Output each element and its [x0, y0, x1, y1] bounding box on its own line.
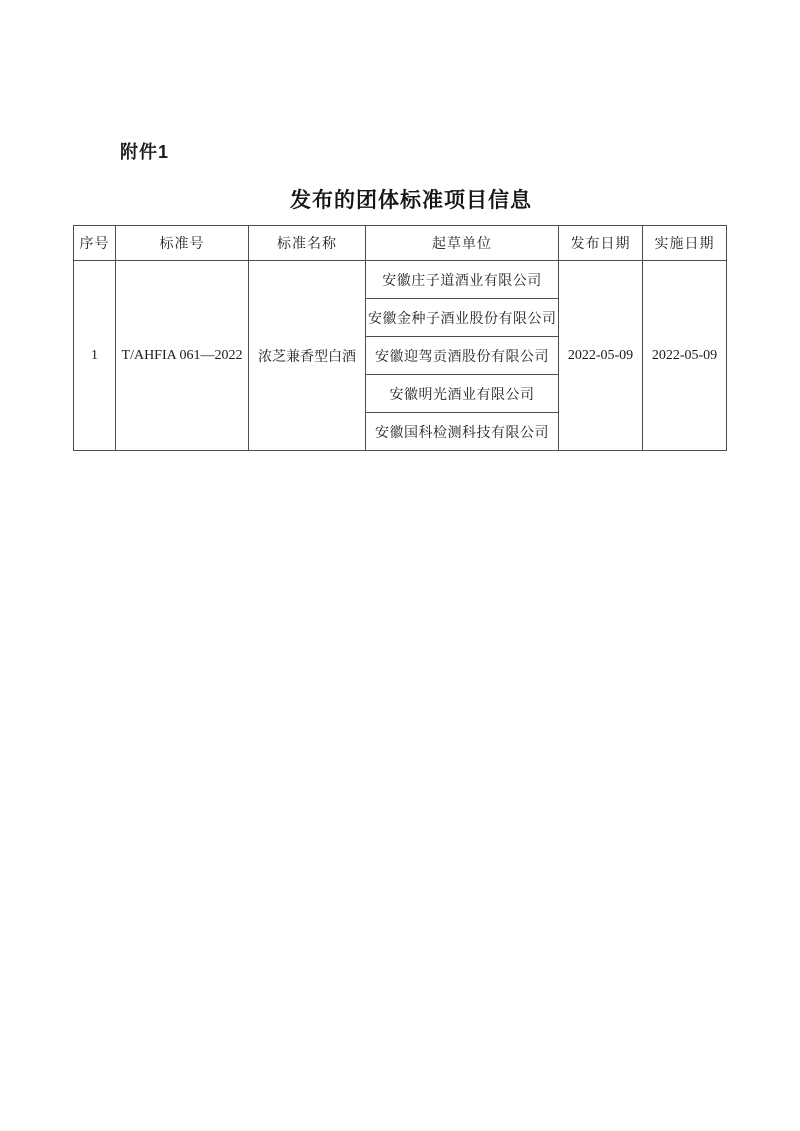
- cell-standard-name: 浓芝兼香型白酒: [249, 261, 366, 451]
- cell-drafting-unit: 安徽金种子酒业股份有限公司: [366, 299, 559, 337]
- cell-drafting-unit: 安徽国科检测科技有限公司: [366, 413, 559, 451]
- column-header-standard-no: 标准号: [116, 226, 249, 261]
- cell-standard-no: T/AHFIA 061—2022: [116, 261, 249, 451]
- column-header-drafting-unit: 起草单位: [366, 226, 559, 261]
- cell-drafting-unit: 安徽庄子道酒业有限公司: [366, 261, 559, 299]
- standards-table: [73, 225, 727, 451]
- column-header-publish-date: 发布日期: [559, 226, 643, 261]
- column-header-implement-date: 实施日期: [643, 226, 727, 261]
- cell-implement-date: 2022-05-09: [643, 261, 727, 451]
- page-title: 发布的团体标准项目信息: [290, 189, 532, 212]
- header-row: [74, 226, 727, 261]
- cell-drafting-unit: 安徽迎驾贡酒股份有限公司: [366, 337, 559, 375]
- cell-drafting-unit: 安徽明光酒业有限公司: [366, 375, 559, 413]
- cell-seq: 1: [74, 261, 116, 451]
- cell-publish-date: 2022-05-09: [559, 261, 643, 451]
- table-row: [74, 261, 727, 299]
- column-header-standard-name: 标准名称: [249, 226, 366, 261]
- column-header-seq: 序号: [74, 226, 116, 261]
- attachment-label: 附件1: [120, 142, 170, 162]
